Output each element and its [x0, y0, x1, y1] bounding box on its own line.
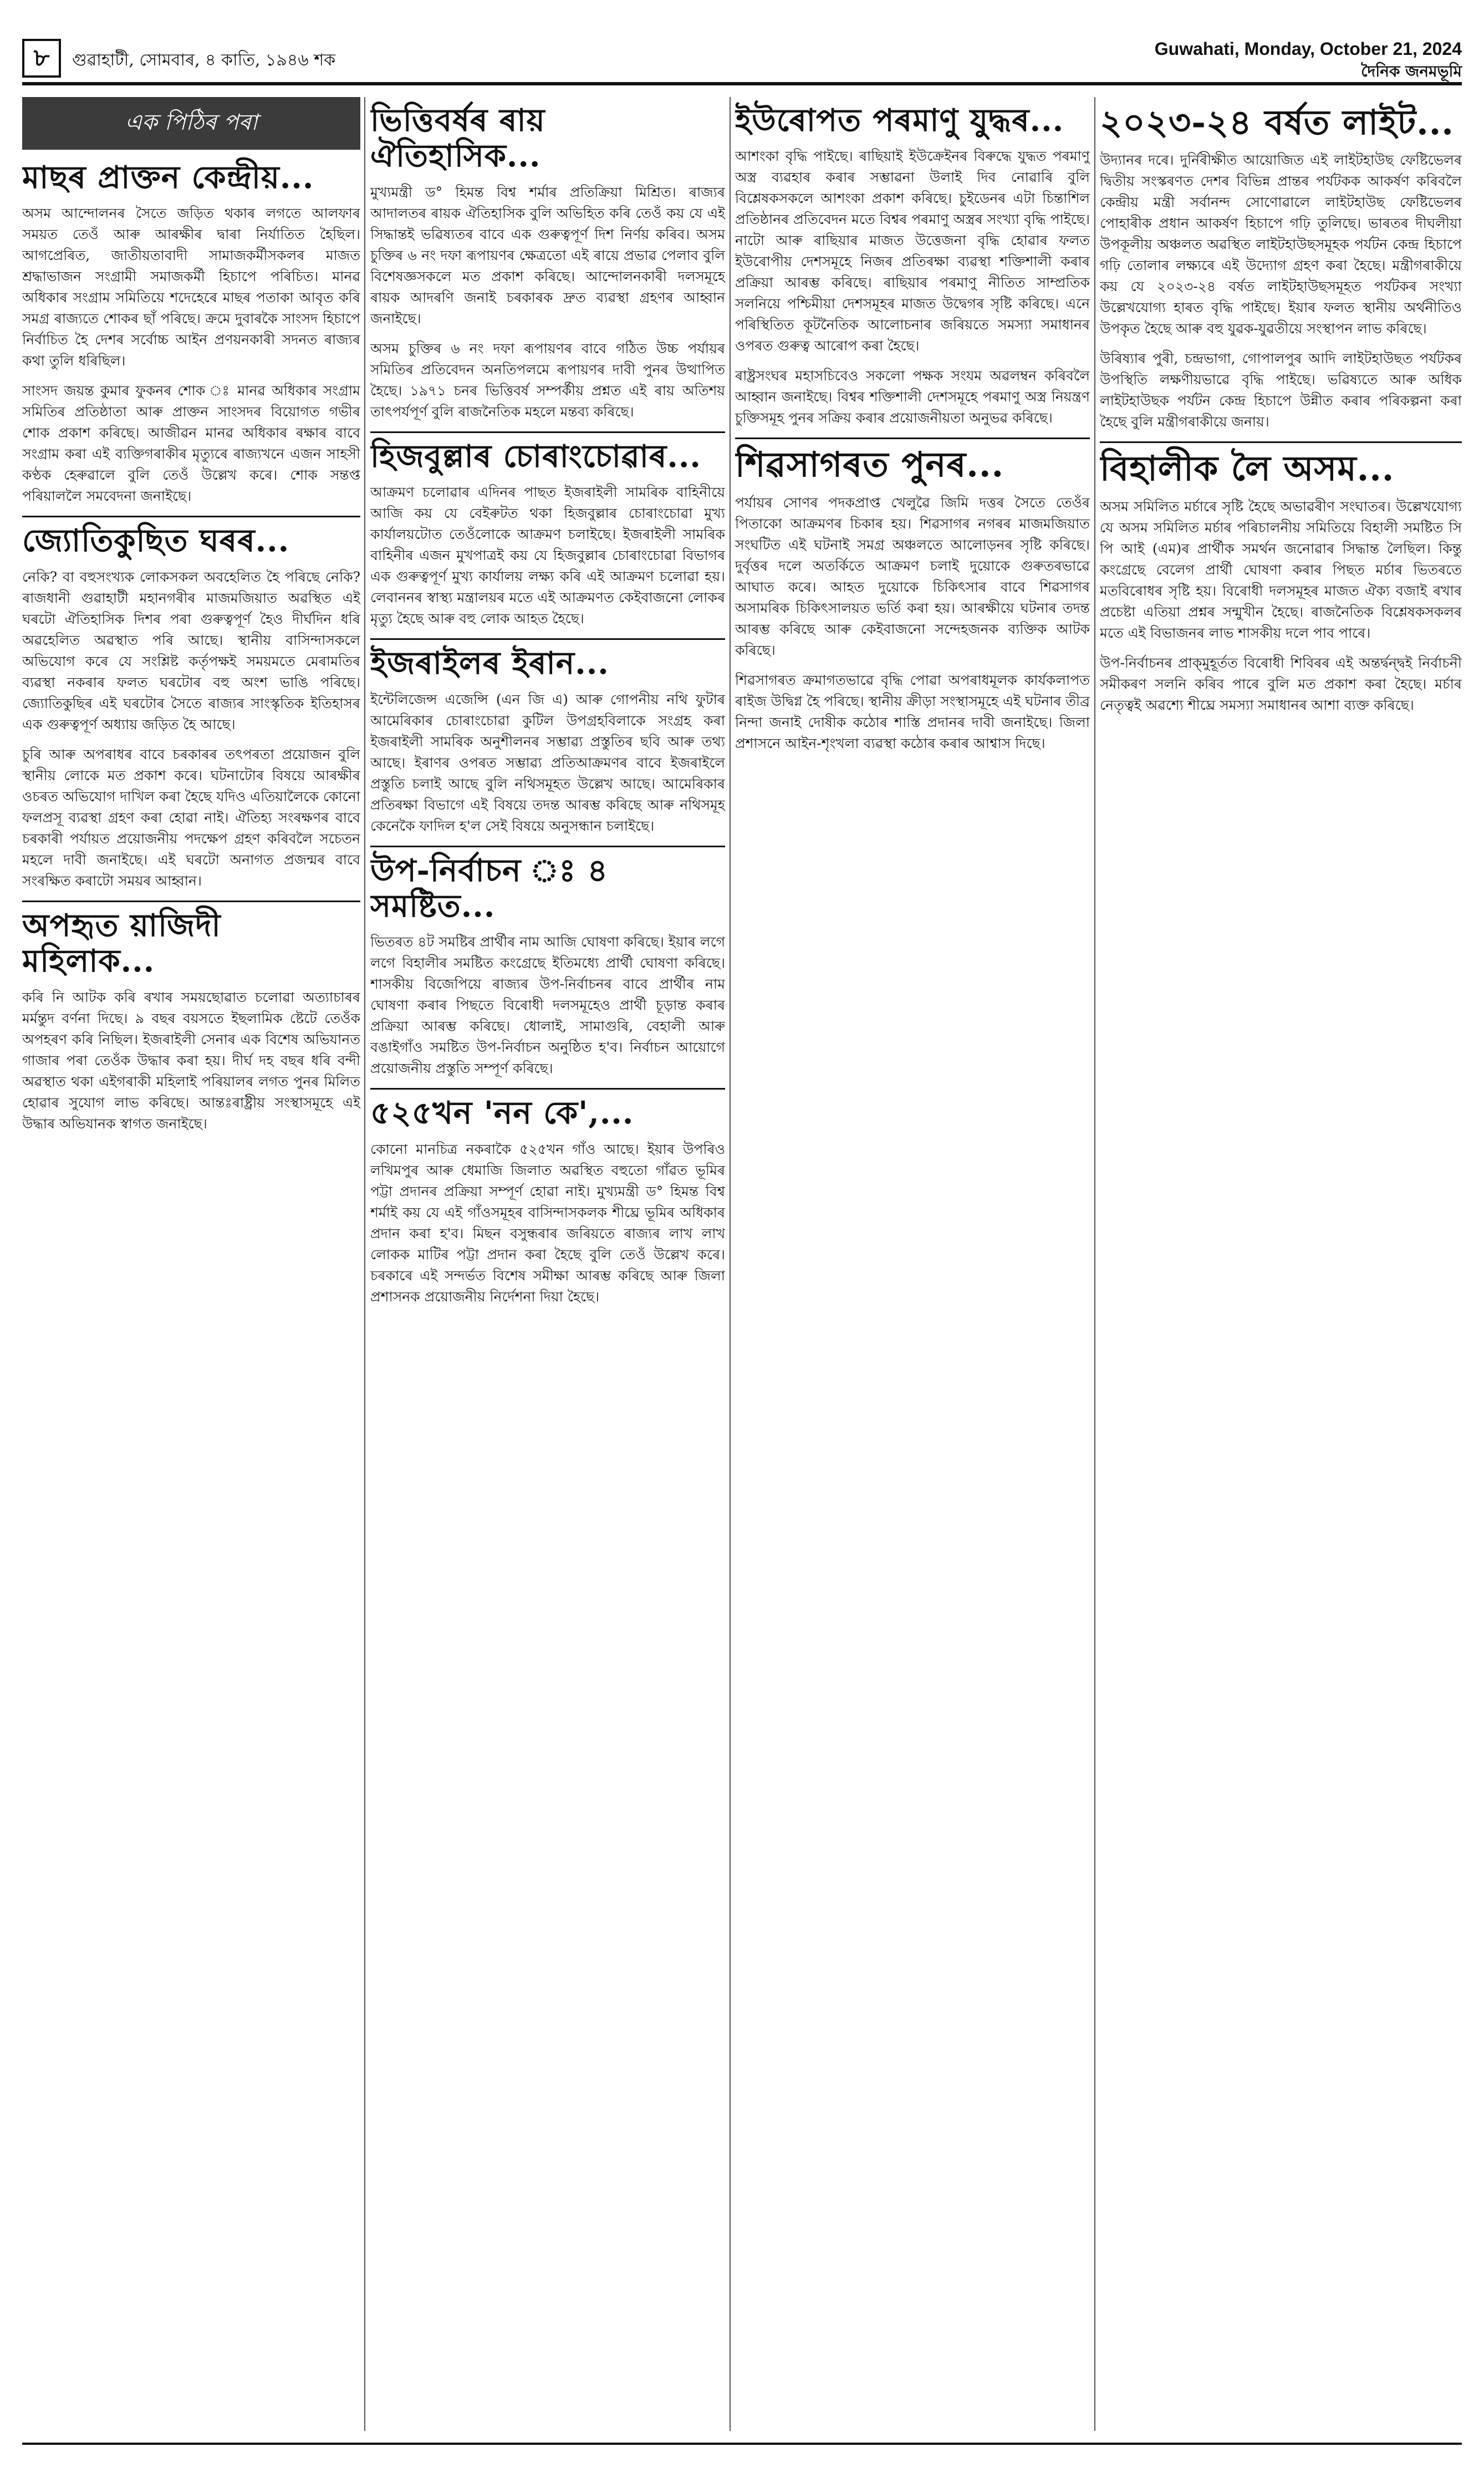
article-body: ৰাষ্ট্ৰসংঘৰ মহাসচিবেও সকলো পক্ষক সংযম অৱলম্বন কৰিবলৈ আহ্বান জনাইছে। বিশ্বৰ শক্তিশালী দেশসমূহে পৰমাণু অস্ত্ৰ নিয়ন্ত্ৰণ চুক্তিসমূহ পুনৰ সক্ৰিয় কৰাৰ প্ৰয়োজনীয়তা অনুভৱ কৰিছে।	[735, 368, 1090, 426]
article-body: অসম সমিলিত মৰ্চাৰে সৃষ্টি হৈছে অভাৱৰীণ সংঘাতৰ। উল্লেখযোগ্য যে অসম সমিলিত মৰ্চাৰ পৰিচালনীয় সমিতিয়ে বিহালী সমষ্টিত সি পি আই (এম)ৰ প্ৰাৰ্থীক সমৰ্থন জনোৱাৰ সিদ্ধান্ত লৈছিল। কিন্তু কংগ্ৰেছে বেলেগ প্ৰাৰ্থী ঘোষণা কৰাৰ পিছত মৰ্চাৰ ভিতৰতে মতবিৰোধৰ সৃষ্টি হয়। বিৰোধী দলসমূহৰ মাজত ঐক্য বজাই ৰখাৰ প্ৰচেষ্টা এতিয়া প্ৰশ্নৰ সন্মুখীন হৈছে। ৰাজনৈতিক বিশ্লেষকসকলৰ মতে এই বিভাজনৰ লাভ শাসকীয় দলে পাব পাৰে।	[1100, 498, 1462, 641]
masthead-rule	[22, 82, 1462, 85]
column-divider	[1094, 97, 1095, 2431]
article-body: উদ্যানৰ দৰে। দুৰ্নিৰীক্ষীত আয়োজিত এই লাইটহাউছ ফেষ্টিভেলৰ দ্বিতীয় সংস্কৰণত দেশৰ বিভিন্ন প্ৰান্তৰ পৰ্যটকক আকৰ্ষণ কৰিবলৈ কেন্দ্ৰীয় মন্ত্ৰী সৰ্বানন্দ সোণোৱালে লাইটহাউছ ফেষ্টিভেলৰ পোহাৰীক প্ৰধান আকৰ্ষণ হিচাপে গঢ়ি তুলিছে। ভাৰতৰ দীঘলীয়া উপকূলীয় অঞ্চলত অৱস্থিত লাইটহাউছসমূহক পৰ্যটন কেন্দ্ৰ হিচাপে গঢ়ি তোলাৰ লক্ষ্যৰে এই উদ্যোগ গ্ৰহণ কৰা হৈছে। মন্ত্ৰীগৰাকীয়ে কয় যে ২০২৩-২৪ বৰ্ষত লাইটহাউছসমূহত পৰ্যটকৰ সংখ্যা উল্লেখযোগ্য হাৰত বৃদ্ধি পাইছে। ইয়াৰ ফলত স্থানীয় অৰ্থনীতিও উপকৃত হৈছে আৰু বহু যুৱক-যুৱতীয়ে সংস্থাপন লাভ কৰিছে।	[1100, 152, 1462, 337]
column-2	[370, 97, 725, 2431]
column-3	[735, 97, 1090, 2431]
headline-sivasagar[interactable]: শিৱসাগৰত পুনৰ...	[735, 444, 1004, 485]
article-body: অসম আন্দোলনৰ সৈতে জড়িত থকাৰ লগতে আলফাৰ সময়ত তেওঁ আৰু আৰক্ষীৰ দ্বাৰা নিৰ্যাতিত হৈছিল। আগপ্ৰেৰিত, জাতীয়তাবাদী সামাজকৰ্মীসকলৰ মাজত শ্ৰদ্ধাভাজন সংগ্ৰামী সমাজকৰ্মী হিচাপে পৰিচিত। মানৱ অধিকাৰ সংগ্ৰাম সমিতিয়ে শদেহেৰে মাছৰ পতাকা আবৃত কৰি সমগ্ৰ ৰাজ্যতে শোকৰ ছাঁ পৰিছে। ক্ৰমে দুবাৰকৈ সাংসদ হিচাপে নিৰ্বাচিত হৈ দেশৰ সৰ্বোচ্চ আইন প্ৰণয়নকাৰী সদনত ৰাজ্যৰ কথা তুলি ধৰিছিল।	[22, 205, 360, 369]
article-body: আশংকা বৃদ্ধি পাইছে। ৰাছিয়াই ইউক্ৰেইনৰ বিৰুদ্ধে যুদ্ধত পৰমাণু অস্ত্ৰ ব্যৱহাৰ কৰাৰ সম্ভাৱনা উলাই দিব নোৱাৰি বুলি বিশ্লেষকসকলে আশংকা প্ৰকাশ কৰিছে। চুইডেনৰ এটা চিন্তাশিল প্ৰতিষ্ঠানৰ প্ৰতিবেদন মতে বিশ্বৰ পৰমাণু অস্ত্ৰৰ সংখ্যা বৃদ্ধি পাইছে। নাটো আৰু ৰাছিয়াৰ মাজত উত্তেজনা বৃদ্ধি হোৱাৰ ফলত ইউৰোপীয় দেশসমূহে নিজৰ প্ৰতিৰক্ষা ব্যৱস্থা শক্তিশালী কৰাৰ প্ৰক্ৰিয়া আৰম্ভ কৰিছে। ৰাছিয়াৰ পৰমাণু নীতিত সাম্প্ৰতিক সলনিয়ে পশ্চিমীয়া দেশসমূহৰ মাজত উদ্বেগৰ সৃষ্টি কৰিছে। এনে পৰিস্থিতিত কূটনৈতিক আলোচনাৰ জৰিয়তে সমস্যা সমাধানৰ ওপৰত গুৰুত্ব আৰোপ কৰা হৈছে।	[735, 148, 1090, 354]
headline-lighthouse[interactable]: ২০২৩-২৪ বৰ্ষত লাইট...	[1100, 102, 1454, 143]
article-divider	[370, 1088, 725, 1090]
article-body: কৰি নি আটক কৰি ৰখাৰ সময়ছোৱাত চলোৱা অত্যাচাৰৰ মৰ্মন্তুদ বৰ্ণনা দিছে। ৯ বছৰ বয়সতে ইছলামিক ষ্টেটে তেওঁক অপহৰণ কৰি নিছিল। ইজৰাইলী সেনাৰ এক বিশেষ অভিযানত গাজাৰ পৰা তেওঁক উদ্ধাৰ কৰা হয়। দীৰ্ঘ দহ বছৰ ধৰি বন্দী অৱস্থাত থকা এইগৰাকী মহিলাই পৰিয়ালৰ লগত পুনৰ মিলিত হোৱাৰ সুযোগ লাভ কৰিছে। আন্তঃৰাষ্ট্ৰীয় সংস্থাসমূহে এই উদ্ধাৰ অভিযানক স্বাগত জনাইছে।	[22, 989, 360, 1132]
article-divider	[735, 438, 1090, 439]
article-body: উপ-নিৰ্বাচনৰ প্ৰাক্‌মুহূৰ্তত বিৰোধী শিবিৰৰ এই অন্তৰ্দ্বন্দ্বই নিৰ্বাচনী সমীকৰণ সলনি কৰিব পাৰে বুলি মত প্ৰকাশ কৰা হৈছে। মৰ্চাৰ নেতৃত্বই অৱশ্যে শীঘ্ৰে সমস্যা সমাধানৰ আশা ব্যক্ত কৰিছে।	[1100, 654, 1462, 713]
headline-behali[interactable]: বিহালীক লৈ অসম...	[1100, 448, 1395, 489]
page-number: ৮	[22, 39, 61, 78]
headline-base-year[interactable]: ভিত্তিবৰ্ষৰ ৰায় ঐতিহাসিক...	[370, 102, 545, 175]
section-banner: এক পিঠিৰ পৰা	[22, 97, 360, 150]
dateline-assamese: গুৱাহাটী, সোমবাৰ, ৪ কাতি, ১৯৪৬ শক	[72, 50, 336, 70]
article-body: চুৰি আৰু অপৰাধৰ বাবে চৰকাৰৰ তৎপৰতা প্ৰয়োজন বুলি স্থানীয় লোকে মত প্ৰকাশ কৰে। ঘটনাটোৰ বিষয়ে আৰক্ষীৰ ওচৰত অভিযোগ দাখিল কৰা হৈছে যদিও এতিয়ালৈকে কোনো ফলপ্ৰসূ ব্যৱস্থা গ্ৰহণ কৰা হোৱা নাই। ঐতিহ্য সংৰক্ষণৰ বাবে চৰকাৰী পৰ্যায়ত প্ৰয়োজনীয় পদক্ষেপ গ্ৰহণ কৰিবলৈ সচেতন মহলে দাবী জনাইছে। এই ঘৰটো অনাগত প্ৰজন্মৰ বাবে সংৰক্ষিত কৰাটো সময়ৰ আহ্বান।	[22, 746, 360, 889]
headline-israel-iran[interactable]: ইজৰাইলৰ ইৰান...	[370, 645, 609, 682]
article-divider	[370, 431, 725, 433]
headline-house[interactable]: জ্যোতিকুছিত ঘৰৰ...	[22, 522, 290, 559]
footer-rule	[22, 2443, 1462, 2445]
headline-525-villages[interactable]: ৫২৫খন 'নন কে',...	[370, 1095, 634, 1132]
column-divider	[364, 97, 365, 2431]
article-divider	[370, 846, 725, 847]
article-body: কোনো মানচিত্ৰ নকৰাকৈ ৫২৫খন গাঁও আছে। ইয়াৰ উপৰিও লখিমপুৰ আৰু ধেমাজি জিলাত অৱস্থিত বহুতো গাঁৱত ভূমিৰ পট্টা প্ৰদানৰ প্ৰক্ৰিয়া সম্পূৰ্ণ হোৱা নাই। মুখ্যমন্ত্ৰী ড° হিমন্ত বিশ্ব শৰ্মাই কয় যে এই গাঁওসমূহৰ বাসিন্দাসকলক শীঘ্ৰে ভূমিৰ অধিকাৰ প্ৰদান কৰা হ'ব। মিছন বসুন্ধৰাৰ জৰিয়তে ৰাজ্যৰ লাখ লাখ লোকক মাটিৰ পট্টা প্ৰদান কৰা হৈছে বুলি তেওঁ উল্লেখ কৰে। চৰকাৰে এই সন্দৰ্ভত বিশেষ সমীক্ষা আৰম্ভ কৰিছে আৰু জিলা প্ৰশাসনক প্ৰয়োজনীয় নিৰ্দেশনা দিয়া হৈছে।	[370, 1141, 725, 1305]
article-divider	[1100, 441, 1462, 443]
article-divider	[22, 516, 360, 517]
article-body: অসম চুক্তিৰ ৬ নং দফা ৰূপায়ণৰ বাবে গঠিত উচ্চ পৰ্যায়ৰ সমিতিৰ প্ৰতিবেদন অনতিপলমে ৰূপায়ণৰ দাবী পুনৰ উত্থাপিত হৈছে। ১৯৭১ চনৰ ভিত্তিবৰ্ষ সম্পৰ্কীয় প্ৰশ্নত এই ৰায় অতিশয় তাৎপৰ্যপূৰ্ণ বুলি ৰাজনৈতিক মহলে মন্তব্য কৰিছে।	[370, 340, 725, 420]
article-body: আক্ৰমণ চলোৱাৰ এদিনৰ পাছত ইজৰাইলী সামৰিক বাহিনীয়ে আজি কয় যে বেইৰুটত থকা হিজবুল্লাৰ চোৰাংচোৱা মুখ্য কাৰ্যালয়টোত তেওঁলোকে আক্ৰমণ চলাইছে। ইজৰাইলী সামৰিক বাহিনীৰ এজন মুখপাত্ৰই কয় যে হিজবুল্লাৰ চোৰাংচোৱা বিভাগৰ এক গুৰুত্বপূৰ্ণ মুখ্য কাৰ্যালয় লক্ষ্য কৰি এই আক্ৰমণ চলোৱা হয়। লেবাননৰ স্বাস্থ্য মন্ত্ৰালয়ৰ মতে এই আক্ৰমণত কেইবাজনো লোকৰ মৃত্যু হৈছে আৰু বহু লোক আহত হৈছে।	[370, 484, 725, 627]
article-body: ভিতৰত ৪ট সমষ্টিৰ প্ৰাৰ্থীৰ নাম আজি ঘোষণা কৰিছে। ইয়াৰ লগে লগে বিহালীৰ সমষ্টিত কংগ্ৰেছে ইতিমধ্যে প্ৰাৰ্থী ঘোষণা কৰিছে। শাসকীয় বিজেপিয়ে ৰাজ্যৰ উপ-নিৰ্বাচনৰ বাবে প্ৰাৰ্থীৰ নাম ঘোষণা কৰাৰ পিছতে বিৰোধী দলসমূহেও প্ৰাৰ্থী চূড়ান্ত কৰাৰ প্ৰক্ৰিয়া আৰম্ভ কৰিছে। ধোলাই, সামাগুৰি, বেহালী আৰু বঙাইগাঁও সমষ্টিত উপ-নিৰ্বাচন অনুষ্ঠিত হ'ব। নিৰ্বাচন আয়োগে প্ৰয়োজনীয় প্ৰস্তুতি সম্পূৰ্ণ কৰিছে।	[370, 934, 725, 1077]
headline-fisheries[interactable]: মাছৰ প্ৰাক্তন কেন্দ্ৰীয়...	[22, 159, 314, 196]
article-divider	[22, 901, 360, 902]
column-divider	[730, 97, 731, 2431]
column-4	[1100, 97, 1462, 2431]
article-divider	[370, 638, 725, 640]
headline-europe-nuclear[interactable]: ইউৰোপত পৰমাণু যুদ্ধৰ...	[735, 102, 1064, 139]
headline-by-election[interactable]: উপ-নিৰ্বাচন ঃ ৪ সমষ্টিত...	[370, 852, 609, 924]
masthead	[22, 39, 1462, 78]
headline-hezbollah[interactable]: হিজবুল্লাৰ চোৰাংচোৱাৰ...	[370, 438, 701, 475]
article-body: উৰিষ্যাৰ পুৰী, চন্দ্ৰভাগা, গোপালপুৰ আদি লাইটহাউছত পৰ্যটকৰ উপস্থিতি লক্ষণীয়ভাৱে বৃদ্ধি পাইছে। ভৱিষ্যতে আৰু অধিক লাইটহাউছক পৰ্যটন কেন্দ্ৰ হিচাপে উন্নীত কৰাৰ পৰিকল্পনা কৰা হৈছে বুলি মন্ত্ৰীগৰাকীয়ে জনায়।	[1100, 350, 1462, 430]
dateline-english: Guwahati, Monday, October 21, 2024	[1154, 39, 1462, 59]
article-body: নেকি? বা বহুসংখ্যক লোকসকল অবহেলিত হৈ পৰিছে নেকি? ৰাজধানী গুৱাহাটী মহানগৰীৰ মাজমজিয়াত অৱস্থিত এই ঘৰটো ঐতিহাসিক দিশৰ পৰা গুৰুত্বপূৰ্ণ হৈও দীৰ্ঘদিন ধৰি অৱহেলিত অৱস্থাত পৰি আছে। স্থানীয় বাসিন্দাসকলে অভিযোগ কৰে যে সংশ্লিষ্ট কৰ্তৃপক্ষই সময়মতে মেৰামতিৰ ব্যৱস্থা নকৰাৰ ফলত ঘৰটোৰ বহু অংশ ভাঙি পৰিছে। জ্যোতিকুছিৰ এই ঘৰটোৰ সৈতে ৰাজ্যৰ সাংস্কৃতিক ইতিহাসৰ এক গুৰুত্বপূৰ্ণ অধ্যায় জড়িত হৈ আছে।	[22, 568, 360, 733]
article-body: মুখ্যমন্ত্ৰী ড° হিমন্ত বিশ্ব শৰ্মাৰ প্ৰতিক্ৰিয়া মিশ্ৰিত। ৰাজ্যৰ আদালতৰ ৰায়ক ঐতিহাসিক বুলি অভিহিত কৰি তেওঁ কয় যে এই সিদ্ধান্তই ভৱিষ্যতৰ বাবে এক গুৰুত্বপূৰ্ণ দিশ নিৰ্ণয় কৰিব। অসম চুক্তিৰ ৬ নং দফা ৰূপায়ণৰ ক্ষেত্ৰতো এই ৰায়ে প্ৰভাৱ পেলাব বুলি বিশেষজ্ঞসকলে মত প্ৰকাশ কৰিছে। আন্দোলনকাৰী দলসমূহে ৰায়ক আদৰণি জনাই চৰকাৰক দ্ৰুত ব্যৱস্থা গ্ৰহণৰ আহ্বান জনাইছে।	[370, 184, 725, 327]
article-body: পৰ্যায়ৰ সোণৰ পদকপ্ৰাপ্ত খেলুৱৈ জিমি দত্তৰ সৈতে তেওঁৰ পিতাকো আক্ৰমণৰ চিকাৰ হয়। শিৱসাগৰ নগৰৰ মাজমজিয়াত সংঘটিত এই ঘটনাই সমগ্ৰ অঞ্চলতে আলোড়নৰ সৃষ্টি কৰিছে। দুৰ্বৃত্তৰ দলে অতৰ্কিতে আক্ৰমণ চলাই দুয়োকে গুৰুতৰভাৱে আঘাত কৰে। আহত দুয়োকে চিকিৎসাৰ বাবে শিৱসাগৰ অসামৰিক চিকিৎসালয়ত ভৰ্তি কৰা হয়। আৰক্ষীয়ে ঘটনাৰ তদন্ত আৰম্ভ কৰিছে আৰু কেইবাজনো সন্দেহজনক ব্যক্তিক আটক কৰিছে।	[735, 494, 1090, 658]
column-1	[22, 97, 360, 2431]
article-body: শিৱসাগৰত ক্ৰমাগতভাৱে বৃদ্ধি পোৱা অপৰাধমূলক কাৰ্যকলাপত ৰাইজ উদ্বিগ্ন হৈ পৰিছে। স্থানীয় ক্ৰীড়া সংস্থাসমূহে এই ঘটনাৰ তীব্ৰ নিন্দা জনাই দোষীক কঠোৰ শাস্তি প্ৰদানৰ দাবী জনাইছে। জিলা প্ৰশাসনে আইন-শৃংখলা ব্যৱস্থা কঠোৰ কৰাৰ আশ্বাস দিছে।	[735, 672, 1090, 751]
paper-name: দৈনিক জনমভূমি	[1361, 62, 1462, 80]
article-body: সাংসদ জয়ন্ত কুমাৰ ফুকনৰ শোক ঃ মানৱ অধিকাৰ সংগ্ৰাম সমিতিৰ প্ৰতিষ্ঠাতা আৰু প্ৰাক্তন সাংসদৰ বিয়োগত গভীৰ শোক প্ৰকাশ কৰিছে। আজীৱন মানৱ অধিকাৰ ৰক্ষাৰ বাবে সংগ্ৰাম কৰা এই ব্যক্তিগৰাকীৰ মৃত্যুৰে ৰাজ্যখনে এজন সাহসী কণ্ঠক হেৰুৱালে বুলি তেওঁ উল্লেখ কৰে। শোক সন্তপ্ত পৰিয়াললৈ সমবেদনা জনাইছে।	[22, 383, 360, 505]
masthead-right	[1155, 39, 1462, 85]
headline-yazidi[interactable]: অপহৃত য়াজিদী মহিলাক...	[22, 907, 221, 980]
article-body: ইন্টেলিজেন্স এজেন্সি (এন জি এ) আৰু গোপনীয় নথি ফুটাৰ আমেৰিকাৰ চোৰাংচোৱা কুটিল উপগ্ৰহবিলাকে সংগ্ৰহ কৰা ইজৰাইলী সামৰিক অনুশীলনৰ সম্ভাৱ্য প্ৰস্তুতিৰ ছবি আৰু তথ্য আছে। ইৰাণৰ ওপৰত সম্ভাৱ্য প্ৰতিআক্ৰমণৰ বাবে ইজৰাইলে প্ৰস্তুতি চলাই আছে বুলি নথিসমূহত উল্লেখ আছে। আমেৰিকাৰ প্ৰতিৰক্ষা বিভাগে এই বিষয়ে তদন্ত আৰম্ভ কৰিছে আৰু নথিসমূহ কেনেকৈ ফাদিল হ'ল সেই বিষয়ে অনুসন্ধান চলাইছে।	[370, 691, 725, 834]
